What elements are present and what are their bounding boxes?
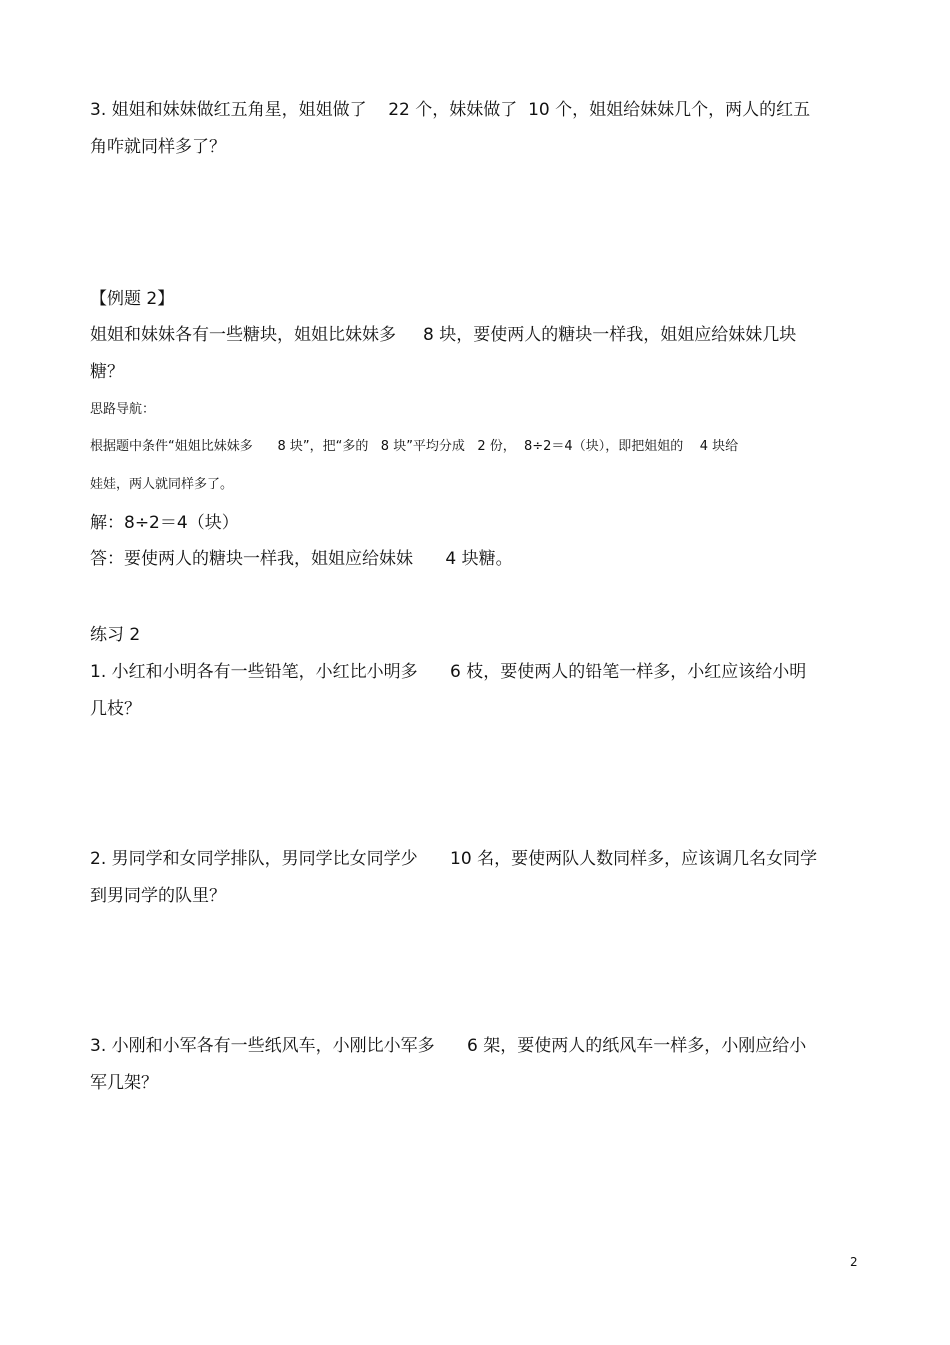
practice-2-question-3-line-1: 3. 小刚和小军各有一些纸风车，小刚比小军多 6 架，要使两人的纸风车一样多，小刚应给小 [90, 1036, 807, 1056]
practice-2-question-2-line-2: 到男同学的队里？ [90, 886, 226, 906]
practice-2-heading: 练习 2 [90, 625, 141, 645]
practice-2-question-3-line-2: 军几架？ [90, 1073, 158, 1093]
page-number: 2 [850, 1255, 858, 1269]
practice-2-question-1-line-1: 1. 小红和小明各有一些铅笔，小红比小明多 6 枝，要使两人的铅笔一样多，小红应该给小明 [90, 662, 807, 682]
example-2-question-line-2: 糖？ [90, 362, 124, 382]
example-2-heading: 【例题 2】 [90, 289, 175, 309]
example-2-answer: 答：要使两人的糖块一样我，姐姐应给妹妹 4 块糖。 [90, 549, 513, 569]
practice-2-question-1-line-2: 几枝？ [90, 699, 141, 719]
example-2-solution: 解：8÷2＝4（块） [90, 513, 239, 533]
practice-2-question-2-line-1: 2. 男同学和女同学排队，男同学比女同学少 10 名，要使两队人数同样多，应该调几名女同学 [90, 849, 818, 869]
example-2-guide-line-1: 根据题中条件“姐姐比妹妹多 8 块”，把“多的 8 块”平均分成 2 份， 8÷2＝4（块），即把姐姐的 4 块给 [90, 439, 739, 454]
problem-3-text-line-2: 角咋就同样多了？ [90, 137, 226, 157]
example-2-question-line-1: 姐姐和妹妹各有一些糖块，姐姐比妹妹多 8 块，要使两人的糖块一样我，姐姐应给妹妹几块 [90, 325, 797, 345]
problem-3-text-line-1: 3. 姐姐和妹妹做红五角星，姐姐做了 22 个，妹妹做了 10 个，姐姐给妹妹几个，两人的红五 [90, 100, 811, 120]
example-2-guide-label: 思路导航： [90, 402, 156, 417]
example-2-guide-line-2: 娃娃，两人就同样多了。 [90, 477, 234, 492]
